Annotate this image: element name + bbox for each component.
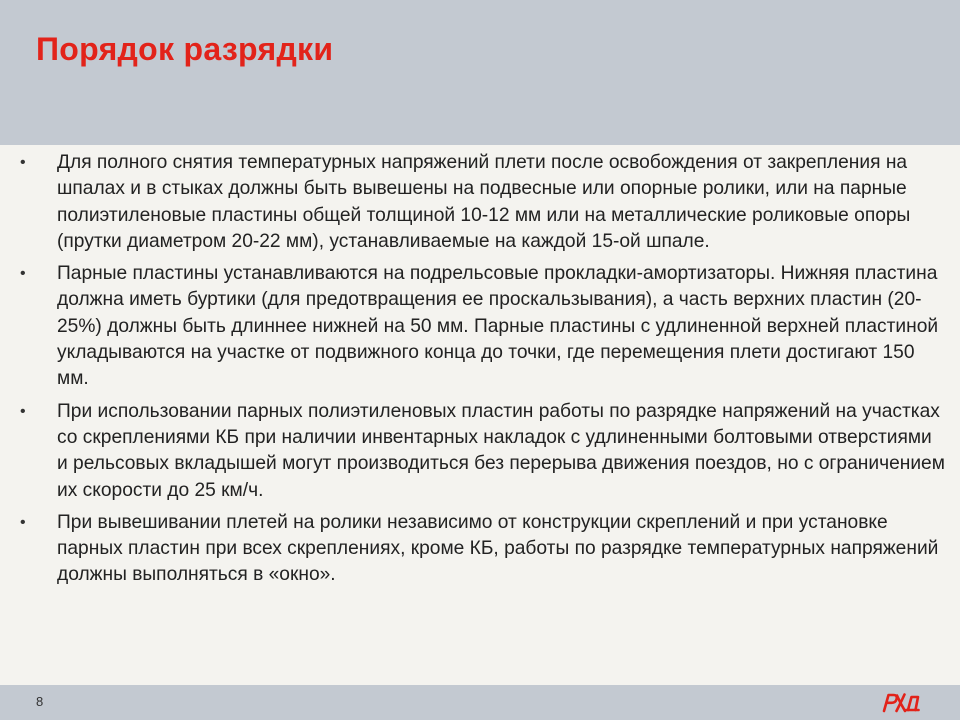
bullet-item xyxy=(20,510,945,589)
bullet-text: Для полного снятия температурных напряжений плети после освобождения от закрепления на шпалах и в стыках должны быть вывешены на подвесные или опорные ролики, или на парные полиэтиленовые пластины общей толщиной 10-12 мм или на металлические роликовые опоры (прутки диаметром 20-22 мм), устанавливаемые на каждой 15-ой шпале. xyxy=(57,152,911,252)
bullet-dot-icon: • xyxy=(20,402,26,420)
slide-title: Порядок разрядки xyxy=(36,31,334,67)
slide-header xyxy=(0,0,960,145)
page-number: 8 xyxy=(36,694,44,709)
bullet-item xyxy=(20,150,945,255)
bullet-text: При вывешивании плетей на ролики независимо от конструкции скреплений и при установке парных пластин при всех скреплениях, кроме КБ, работы по разрядке температурных напряжений должны выполняться в «окно». xyxy=(57,511,939,586)
bullet-dot-icon: • xyxy=(20,513,26,531)
bullet-item xyxy=(20,261,945,392)
rzd-logo-icon xyxy=(878,690,924,714)
bullet-dot-icon: • xyxy=(20,265,26,283)
bullet-list xyxy=(20,150,945,595)
slide-content xyxy=(0,145,960,685)
bullet-dot-icon: • xyxy=(20,154,26,171)
bullet-text: Парные пластины устанавливаются на подрельсовые прокладки-амортизаторы. Нижняя пластина должна иметь буртики (для предотвращения ее проскальзывания), а часть верхних пластин (20-25%) должны быть длиннее нижней на 50 мм. Парные пластины с удлиненной верхней пластиной укладываются на участке от подвижного конца до точки, где перемещения плети достигают 150 мм. xyxy=(57,263,939,390)
bullet-text: При использовании парных полиэтиленовых пластин работы по разрядке напряжений на участках со скреплениями КБ при наличии инвентарных накладок с удлиненными болтовыми отверстиями и рельсовых вкладышей могут производиться без перерыва движения поездов, но с ограничением их скорости до 25 км/ч. xyxy=(57,400,945,501)
bullet-item xyxy=(20,399,945,504)
slide-footer xyxy=(0,685,960,720)
